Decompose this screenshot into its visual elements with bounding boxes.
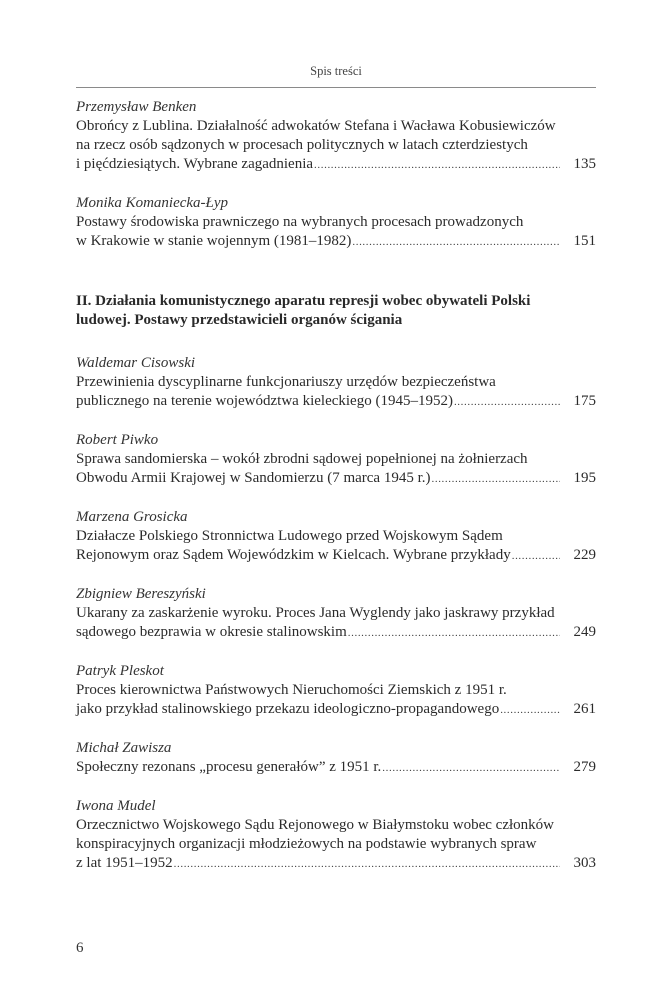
entry-author: Monika Komaniecka-Łyp — [76, 195, 229, 211]
toc-entry — [76, 431, 596, 489]
entry-final-line — [76, 546, 596, 566]
entry-page-number: 303 — [573, 855, 596, 871]
section-heading — [76, 292, 596, 330]
entry-title-line: Społeczny rezonans „procesu generałów” z 1951 r. — [76, 759, 382, 775]
entry-title-line: jako przykład stalinowskiego przekazu ideologiczno-propagandowego — [76, 701, 500, 717]
toc-entry — [76, 739, 596, 778]
toc-entry — [76, 508, 596, 566]
entry-final-line — [76, 232, 596, 252]
entry-author: Robert Piwko — [76, 432, 159, 448]
dot-leader — [432, 470, 561, 489]
header-rule — [76, 87, 596, 88]
entry-title-line: publicznego na terenie województwa kieleckiego (1945–1952) — [76, 393, 453, 409]
entry-final-line — [76, 700, 596, 720]
entry-page-number: 229 — [573, 547, 596, 563]
toc-entry — [76, 662, 596, 720]
entry-title-line: z lat 1951–1952 — [76, 855, 173, 871]
dot-leader — [352, 233, 560, 252]
entry-page-number: 151 — [573, 233, 596, 249]
dot-leader — [382, 759, 560, 778]
entry-title-line: Proces kierownictwa Państwowych Nieruchomości Ziemskich z 1951 r. — [76, 682, 507, 698]
entry-title-line: Rejonowym oraz Sądem Wojewódzkim w Kielcach. Wybrane przykłady — [76, 547, 511, 563]
entry-author: Michał Zawisza — [76, 740, 172, 756]
entry-author: Waldemar Cisowski — [76, 355, 196, 371]
dot-leader — [454, 393, 560, 412]
entry-final-line — [76, 758, 596, 778]
toc-entry — [76, 354, 596, 412]
entry-title-line: Orzecznictwo Wojskowego Sądu Rejonowego w Białymstoku wobec członków — [76, 817, 555, 833]
entry-author: Marzena Grosicka — [76, 509, 188, 525]
page-number: 6 — [76, 940, 84, 956]
entry-final-line — [76, 854, 596, 874]
entry-title-line: i pięćdziesiątych. Wybrane zagadnienia — [76, 156, 314, 172]
section-heading-line2: ludowej. Postawy przedstawicieli organów ścigania — [76, 312, 403, 328]
dot-leader — [512, 547, 560, 566]
dot-leader — [348, 624, 560, 643]
dot-leader — [500, 701, 560, 720]
entry-page-number: 249 — [573, 624, 596, 640]
entry-title-line: w Krakowie w stanie wojennym (1981–1982) — [76, 233, 352, 249]
entry-page-number: 135 — [573, 156, 596, 172]
entry-title-line: Obwodu Armii Krajowej w Sandomierzu (7 marca 1945 r.) — [76, 470, 431, 486]
entry-page-number: 195 — [573, 470, 596, 486]
part2-entries — [76, 354, 596, 874]
entry-author: Patryk Pleskot — [76, 663, 164, 679]
toc-entry — [76, 585, 596, 643]
entry-title-line: Przewinienia dyscyplinarne funkcjonariuszy urzędów bezpieczeństwa — [76, 374, 496, 390]
section-heading-line1: II. Działania komunistycznego aparatu represji wobec obywateli Polski — [76, 293, 531, 309]
entry-final-line — [76, 469, 596, 489]
entry-title-line: Działacze Polskiego Stronnictwa Ludowego przed Wojskowym Sądem — [76, 528, 503, 544]
entry-final-line — [76, 392, 596, 412]
entry-author: Zbigniew Bereszyński — [76, 586, 206, 602]
entry-page-number: 261 — [573, 701, 596, 717]
entry-title-line: sądowego bezprawia w okresie stalinowskim — [76, 624, 347, 640]
entry-title-line: konspiracyjnych organizacji młodzieżowych na podstawie wybranych spraw — [76, 836, 537, 852]
dot-leader — [174, 855, 560, 874]
entry-title-line: Postawy środowiska prawniczego na wybranych procesach prowadzonych — [76, 214, 524, 230]
entry-page-number: 279 — [573, 759, 596, 775]
entry-title-line: Obrońcy z Lublina. Działalność adwokatów Stefana i Wacława Kobusiewiczów — [76, 118, 556, 134]
dot-leader — [314, 156, 560, 175]
entry-title-line: na rzecz osób sądzonych w procesach politycznych w latach czterdziestych — [76, 137, 528, 153]
entry-author: Przemysław Benken — [76, 99, 197, 115]
entry-author: Iwona Mudel — [76, 798, 156, 814]
running-head: Spis treści — [310, 64, 362, 78]
toc-entry — [76, 194, 596, 252]
entry-final-line — [76, 623, 596, 643]
toc-entry — [76, 797, 596, 874]
entry-page-number: 175 — [573, 393, 596, 409]
entry-title-line: Sprawa sandomierska – wokół zbrodni sądowej popełnionej na żołnierzach — [76, 451, 528, 467]
entry-title-line: Ukarany za zaskarżenie wyroku. Proces Jana Wyglendy jako jaskrawy przykład — [76, 605, 555, 621]
toc-entry — [76, 98, 596, 175]
table-of-contents — [76, 98, 596, 893]
entry-final-line — [76, 155, 596, 175]
part1-entries — [76, 98, 596, 252]
